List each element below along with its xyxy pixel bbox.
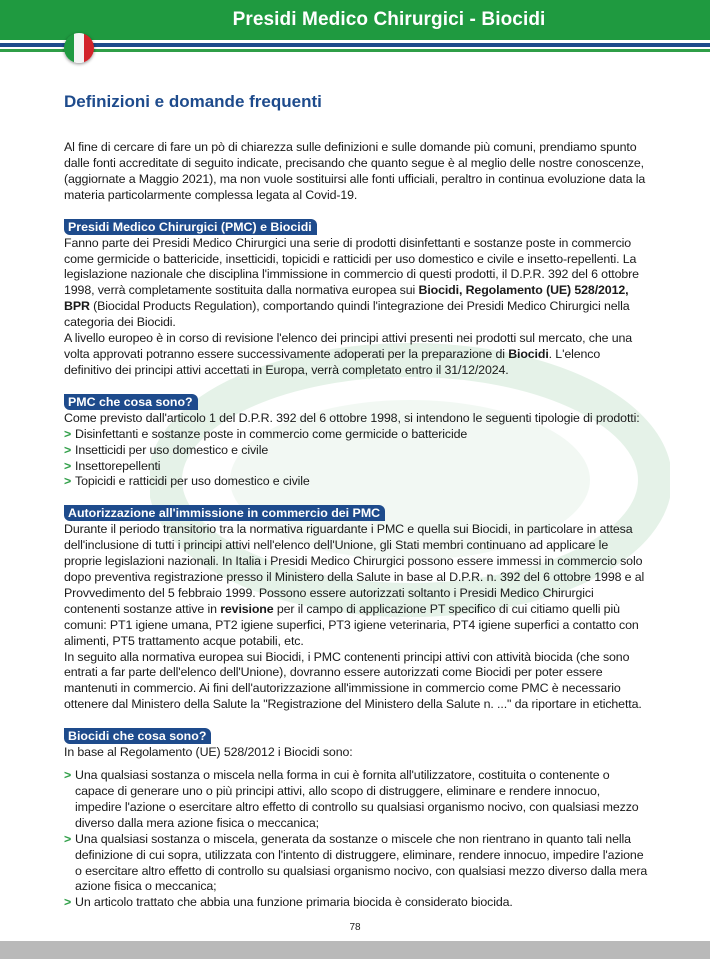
- page-title: Definizioni e domande frequenti: [64, 92, 322, 111]
- section-paragraph: Durante il periodo transitorio tra la normativa riguardante i PMC e quella sui Biocidi, in particolare in attesa dell'inclusione di tutti i principi attivi nell'elenco dell'Unione, gli Stati membri continuano ad applicare le proprie legislazioni nazionali. In Italia i Presidi Medico Chirurgici possono essere immessi in commercio solo dopo preventiva registrazione presso il Ministero della Salute in base al D.P.R. n. 392 del 6 ottobre 1998 e al Provvedimento del 5 febbraio 1999. Possono essere autorizzati soltanto i Presidi Medico Chirurgici contenenti sostanze attive in revisione per il campo di applicazione PT specifico di cui citiamo quelli più comuni: PT1 igiene umana, PT2 igiene superfici, PT3 igiene veterinaria, PT4 igiene superfici a contatto con alimenti, PT5 trattamento acque potabili, etc.: [64, 522, 645, 648]
- section-lead: In base al Regolamento (UE) 528/2012 i Biocidi sono:: [64, 745, 353, 760]
- chevron-right-icon: >: [64, 768, 72, 783]
- section-title: Autorizzazione all'immissione in commercio dei PMC: [64, 505, 385, 521]
- chevron-right-icon: >: [64, 895, 72, 910]
- list-item: > Disinfettanti e sostanze poste in commercio come germicide o battericide: [64, 426, 468, 441]
- pmc-types-list: [64, 427, 648, 491]
- list-item: > Topicidi e ratticidi per uso domestico e civile: [64, 474, 310, 489]
- section-biocidi-cosa: [64, 727, 648, 911]
- main-content: [64, 92, 648, 911]
- list-item: > Insetticidi per uso domestico e civile: [64, 442, 269, 457]
- section-title: Biocidi che cosa sono?: [64, 728, 211, 744]
- list-item: > Una qualsiasi sostanza o miscela, generata da sostanze o miscele che non rientrano in quanto tali nella definizione di cui sopra, utilizzata con l'intento di distruggere, eliminare, rendere innocuo, impedire l'azione o esercitare altro effetto di controllo su qualsiasi organismo nocivo, con qualsiasi mezzo diverso dalla mera azione fisica o meccanica;: [64, 831, 648, 894]
- italian-flag-icon: [64, 33, 94, 63]
- list-item: > Insettorepellenti: [64, 458, 161, 473]
- section-pmc-biocidi: [64, 218, 648, 379]
- page-number: 78: [349, 922, 361, 933]
- section-lead: Come previsto dall'articolo 1 del D.P.R. 392 del 6 ottobre 1998, si intendono le seguenti tipologie di prodotti:: [64, 410, 640, 425]
- list-item: > Un articolo trattato che abbia una funzione primaria biocida è considerato biocida.: [64, 895, 513, 910]
- chevron-right-icon: >: [64, 474, 72, 489]
- intro-paragraph: Al fine di cercare di fare un pò di chiarezza sulle definizioni e sulle domande più comuni, prendiamo spunto dalle fonti accreditate di seguito indicate, precisando che quanto segue è al meglio delle nostre conoscenze, (aggiornate a Maggio 2021), ma non vuole sostituirsi alle fonti ufficiali, peraltro in continua evoluzione data la materia particolarmente complessa legata al Covid-19.: [64, 140, 646, 202]
- footer-bar: [0, 941, 710, 959]
- section-paragraph: In seguito alla normativa europea sui Biocidi, i PMC contenenti principi attivi con attività biocida (che sono entrati a far parte dell'elenco dell'Unione), dovranno essere autorizzati come Biocidi per poter essere mantenuti in commercio. Ai fini dell'autorizzazione all'immissione in commercio come PMC è necessario ottenere dal Ministero della Salute la "Registrazione del Ministero della Salute n. ..." da riportare in etichetta.: [64, 649, 642, 712]
- section-autorizzazione: [64, 504, 648, 713]
- section-paragraph: Fanno parte dei Presidi Medico Chirurgici una serie di prodotti disinfettanti e sostanze poste in commercio come germicide o battericide, insetticidi, topicidi e ratticidi per uso domestico e civile e insetto-repellenti. La legislazione nazionale che disciplina l'immissione in commercio di questi prodotti, il D.P.R. 392 del 6 ottobre 1998, verrà completamente sostituita dalla normativa europea sui Biocidi, Regolamento (UE) 528/2012, BPR (Biocidal Products Regulation), comportando quindi l'integrazione dei Presidi Medico Chirurgici nella categoria dei Biocidi.: [64, 235, 639, 330]
- chevron-right-icon: >: [64, 442, 72, 457]
- section-title: PMC che cosa sono?: [64, 394, 198, 410]
- chevron-right-icon: >: [64, 831, 72, 846]
- header-title: Presidi Medico Chirurgici - Biocidi: [232, 9, 546, 30]
- chevron-right-icon: >: [64, 458, 72, 473]
- section-pmc-cosa: [64, 393, 648, 491]
- biocidi-definition-list: [64, 768, 648, 911]
- section-paragraph: A livello europeo è in corso di revisione l'elenco dei principi attivi presenti nei prodotti sul mercato, che una volta approvati potranno essere successivamente adoperati per la preparazione di Biocidi. L'elenco definitivo dei principi attivi accettati in Europa, verrà completato entro il 31/12/2024.: [64, 331, 633, 377]
- section-title: Presidi Medico Chirurgici (PMC) e Biocidi: [64, 219, 317, 235]
- chevron-right-icon: >: [64, 426, 72, 441]
- list-item: > Una qualsiasi sostanza o miscela nella forma in cui è fornita all'utilizzatore, costituita o contenente o capace di generare uno o più principi attivi, allo scopo di distruggere, eliminare e rendere innocuo, impedire l'azione o esercitare altro effetto di controllo su qualsiasi organismo nocivo, con qualsiasi mezzo diverso dalla mera azione fisica o meccanica;: [64, 768, 639, 830]
- header-stripe-green: [0, 49, 710, 52]
